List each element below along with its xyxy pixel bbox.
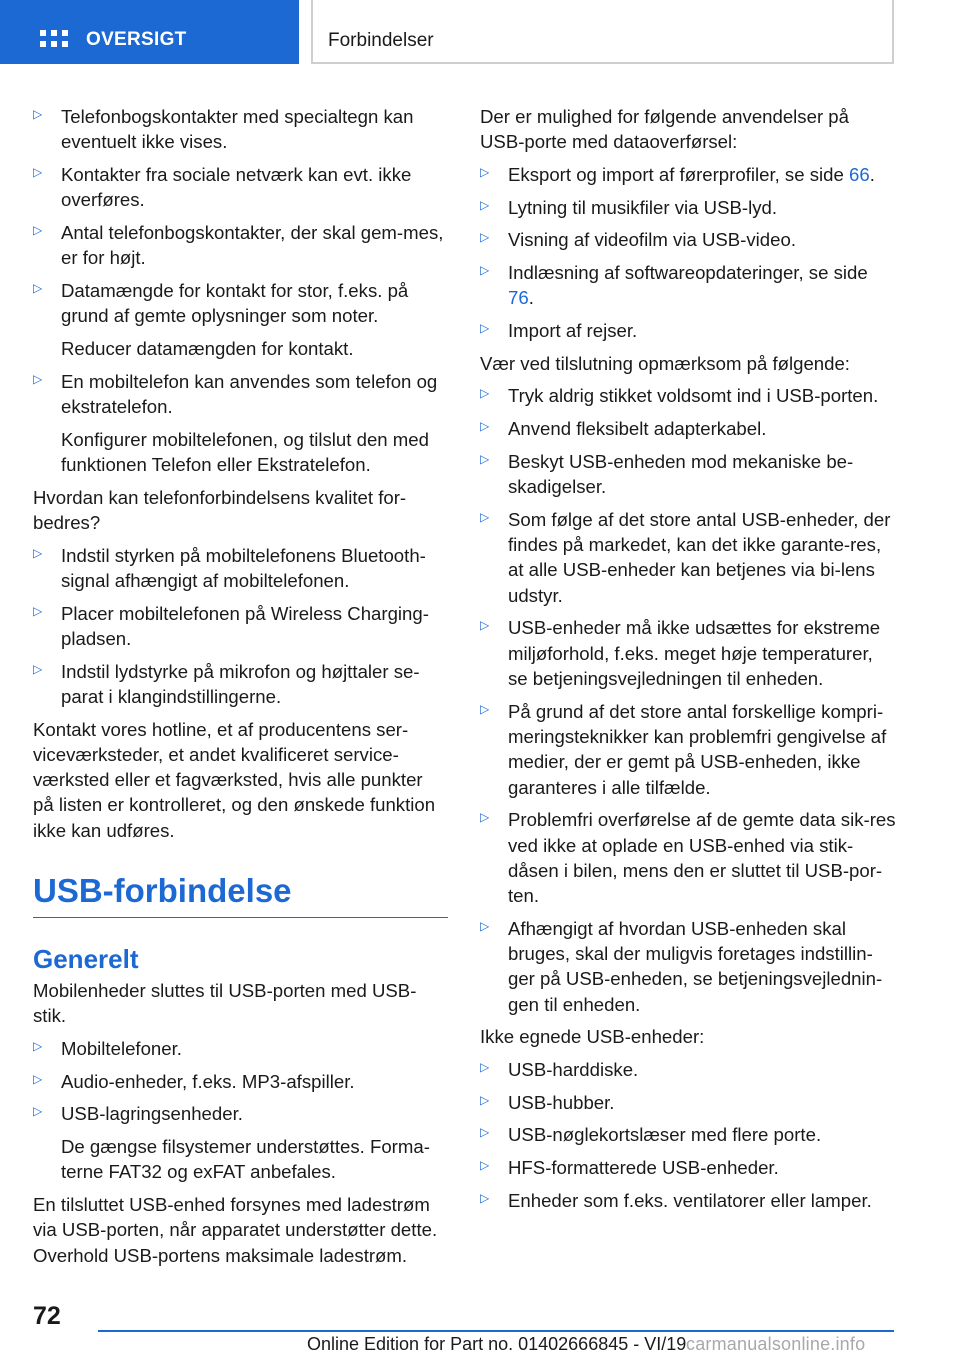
triangle-bullet-icon: ▷ — [480, 321, 490, 336]
list-item: ▷ USB-lagringsenheder. — [33, 1103, 243, 1125]
general-subheading: Generelt — [33, 944, 139, 975]
section-header — [311, 0, 894, 64]
triangle-bullet-icon: ▷ — [33, 371, 43, 386]
footer-divider — [98, 1330, 894, 1332]
list-item: ▷ Visning af videofilm via USB-video. — [480, 229, 796, 251]
attention-paragraph: Vær ved tilslutning opmærksom på følgende: — [480, 352, 850, 374]
list-item: ▷ HFS-formatterede USB-enheder. — [480, 1157, 779, 1179]
list-item: ▷ Kontakter fra sociale netværk kan evt. ikke overføres. — [33, 163, 412, 211]
list-item-note: De gængse filsystemer understøttes. Forma-terne FAT32 og exFAT anbefales. — [61, 1136, 430, 1183]
triangle-bullet-icon: ▷ — [480, 810, 490, 825]
list-item: ▷ Placer mobiltelefonen på Wireless Charging-pladsen. — [33, 602, 429, 649]
contact-paragraph: Kontakt vores hotline, et af producentens ser-viceværksteder, et andet kvalificeret service-værksted eller et fagværksted, hvis alle punkter på listen er kontrolleret, og den ønskede funktion ikke kan udføres. — [33, 718, 436, 841]
triangle-bullet-icon: ▷ — [480, 230, 490, 245]
triangle-bullet-icon: ▷ — [33, 107, 43, 121]
page-link-66[interactable]: 66 — [849, 163, 870, 185]
list-item: ▷ Afhængigt af hvordan USB-enheden skal bruges, skal der muligvis foretages indstillin-ger på USB-enheden, se betjeningsvejlednin-gen til enheden. — [480, 917, 883, 1015]
list-item: ▷ Audio-enheder, f.eks. MP3-afspiller. — [33, 1070, 355, 1092]
right-column — [480, 104, 896, 1220]
triangle-bullet-icon: ▷ — [480, 701, 490, 716]
usb-heading: USB-forbindelse — [33, 873, 448, 918]
grid-menu-icon — [40, 30, 68, 50]
triangle-bullet-icon: ▷ — [480, 1190, 490, 1205]
list-item: ▷ Mobiltelefoner. — [33, 1038, 182, 1059]
list-item: ▷ Eksport og import af førerprofiler, se side 66. — [480, 163, 875, 185]
list-item: ▷ Import af rejser. — [480, 320, 638, 342]
page-link-76[interactable]: 76 — [508, 287, 529, 309]
triangle-bullet-icon: ▷ — [480, 164, 490, 179]
list-item: ▷ Indstil lydstyrke på mikrofon og højttaler se-parat i klangindstillingerne. — [33, 660, 420, 707]
triangle-bullet-icon: ▷ — [480, 509, 490, 524]
list-item: ▷ Datamængde for kontakt for stor, f.eks. på grund af gemte oplysninger som noter. — [33, 279, 409, 327]
triangle-bullet-icon: ▷ — [480, 918, 490, 933]
triangle-bullet-icon: ▷ — [33, 164, 43, 179]
triangle-bullet-icon: ▷ — [480, 1060, 490, 1075]
triangle-bullet-icon: ▷ — [480, 1125, 490, 1140]
list-item: ▷ Telefonbogskontakter med specialtegn kan eventuelt ikke vises. — [33, 106, 414, 153]
triangle-bullet-icon: ▷ — [480, 618, 490, 633]
list-item: ▷ Indstil styrken på mobiltelefonens Bluetooth-signal afhængigt af mobiltelefonen. — [33, 544, 426, 591]
triangle-bullet-icon: ▷ — [33, 1039, 43, 1053]
triangle-bullet-icon: ▷ — [480, 263, 490, 278]
left-column — [33, 104, 448, 1275]
triangle-bullet-icon: ▷ — [480, 197, 490, 212]
triangle-bullet-icon: ▷ — [480, 1158, 490, 1173]
list-item: ▷ USB-enheder må ikke udsættes for ekstreme miljøforhold, f.eks. meget høje temperaturer, se betjeningsvejledningen til enheden. — [480, 617, 881, 689]
list-item: ▷ USB-nøglekortslæser med flere porte. — [480, 1124, 822, 1146]
list-item: ▷ Anvend fleksibelt adapterkabel. — [480, 418, 767, 440]
list-item: ▷ USB-hubber. — [480, 1091, 615, 1113]
list-item: ▷ På grund af det store antal forskellige kompri-meringsteknikker kan problemfri gengivelse af medier, der er gemt på USB-enheden, ikke garanteres i alle tilfælde. — [480, 700, 887, 798]
list-item-note: Konfigurer mobiltelefonen, og tilslut den med funktionen Telefon eller Ekstratelefon. — [61, 428, 429, 475]
charge-paragraph: En tilsluttet USB-enhed forsynes med ladestrøm via USB-porten, når apparatet understøtter dette. Overhold USB-portens maksimale ladestrøm. — [33, 1194, 438, 1266]
triangle-bullet-icon: ▷ — [480, 419, 490, 434]
triangle-bullet-icon: ▷ — [33, 222, 43, 237]
triangle-bullet-icon: ▷ — [33, 1071, 43, 1086]
list-item: ▷ USB-harddiske. — [480, 1059, 639, 1081]
list-item: ▷ Beskyt USB-enheden mod mekaniske be-skadigelser. — [480, 450, 854, 498]
triangle-bullet-icon: ▷ — [33, 280, 43, 295]
list-item: ▷ Tryk aldrig stikket voldsomt ind i USB-porten. — [480, 385, 879, 407]
overview-tab[interactable] — [0, 0, 299, 64]
triangle-bullet-icon: ▷ — [480, 451, 490, 466]
unsuitable-paragraph: Ikke egnede USB-enheder: — [480, 1026, 705, 1048]
list-item: ▷ En mobiltelefon kan anvendes som telefon og ekstratelefon. — [33, 370, 438, 417]
triangle-bullet-icon: ▷ — [480, 386, 490, 401]
list-item: ▷ Problemfri overførelse af de gemte data sik-res ved ikke at oplade en USB-enhed via stik-dåsen i bilen, mens den er sluttet til USB-por-ten. — [480, 809, 896, 907]
list-item: ▷ Enheder som f.eks. ventilatorer eller lamper. — [480, 1189, 872, 1211]
triangle-bullet-icon: ▷ — [33, 603, 43, 618]
list-item: ▷ Indlæsning af softwareopdateringer, se side 76. — [480, 262, 868, 309]
list-item: ▷ Som følge af det store antal USB-enheder, der findes på markedet, kan det ikke garante-res, at alle USB-enheder kan betjenes via bi-lens udstyr. — [480, 508, 891, 606]
triangle-bullet-icon: ▷ — [33, 545, 43, 560]
edition-text: Online Edition for Part no. 01402666845 - VI/19 — [307, 1334, 687, 1354]
triangle-bullet-icon: ▷ — [480, 1092, 490, 1107]
page-number: 72 — [33, 1302, 61, 1330]
list-item: ▷ Lytning til musikfiler via USB-lyd. — [480, 196, 778, 218]
list-item-note: Reducer datamængden for kontakt. — [61, 337, 354, 359]
intro-paragraph: Mobilenheder sluttes til USB-porten med USB-stik. — [33, 980, 417, 1027]
triangle-bullet-icon: ▷ — [33, 661, 43, 676]
uses-intro: Der er mulighed for følgende anvendelser på USB-porte med dataoverførsel: — [480, 106, 849, 153]
list-item: ▷ Antal telefonbogskontakter, der skal gem-mes, er for højt. — [33, 221, 444, 269]
watermark: carmanualsonline.info — [686, 1334, 866, 1354]
overview-tab-label: OVERSIGT — [86, 29, 187, 50]
triangle-bullet-icon: ▷ — [33, 1104, 43, 1119]
section-title: Forbindelser — [328, 30, 434, 51]
question-paragraph: Hvordan kan telefonforbindelsens kvalitet for-bedres? — [33, 486, 407, 533]
